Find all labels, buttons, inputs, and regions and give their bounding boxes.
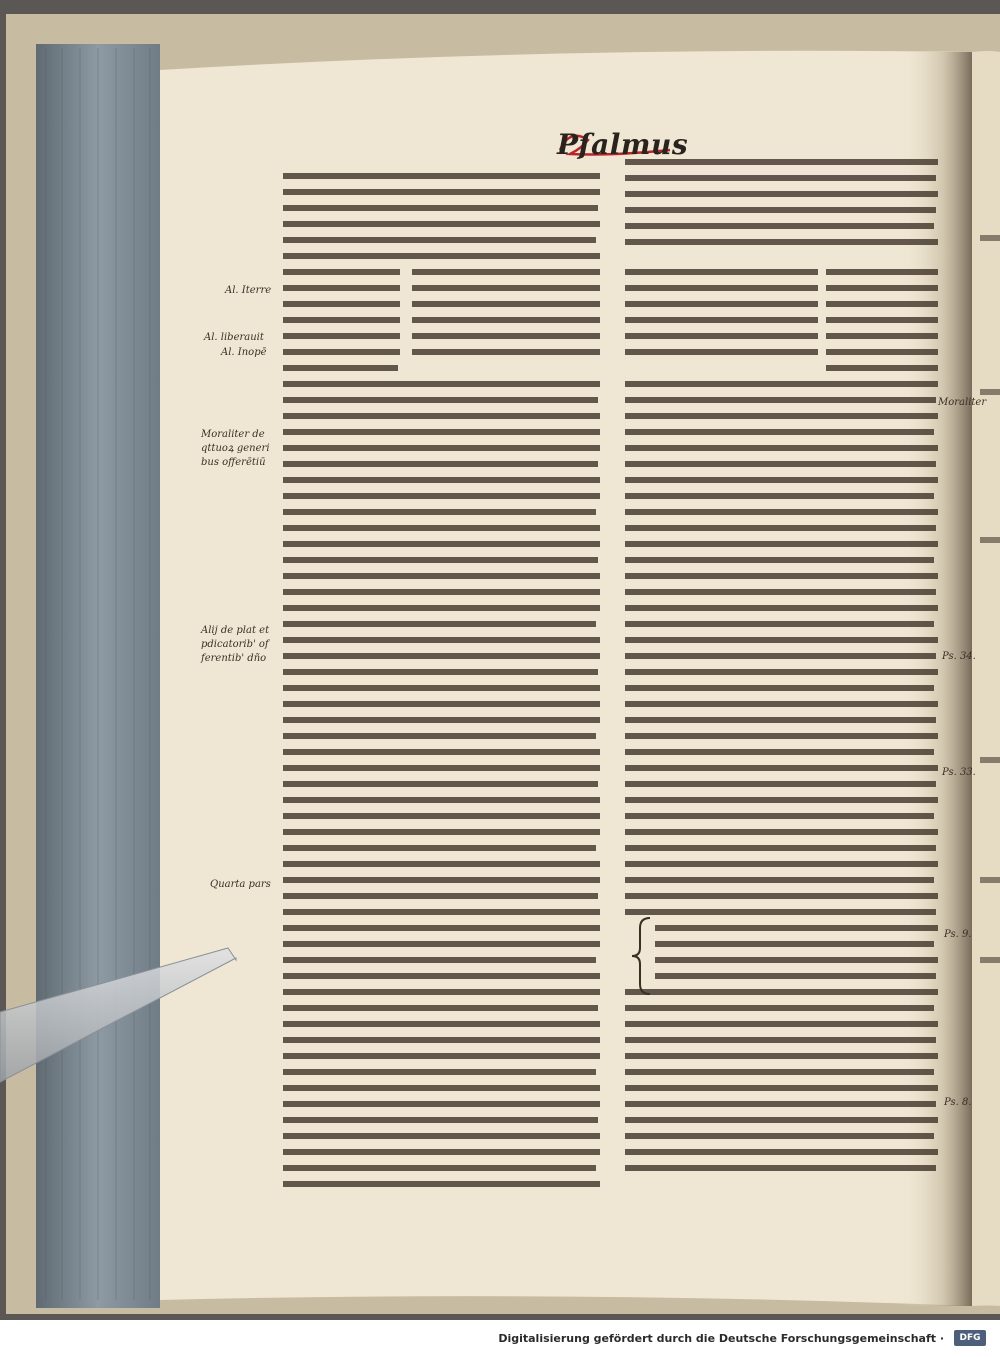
- marginal-note: Al. liberauit: [204, 332, 264, 343]
- marginal-note: Ps. 8.: [944, 1097, 972, 1108]
- funding-credit: Digitalisierung gefördert durch die Deutsche Forschungsgemeinschaft ·: [498, 1332, 944, 1345]
- page-title: Pſalmus: [557, 128, 689, 161]
- marginal-note: Quarta pars: [210, 879, 271, 890]
- marginal-note: Moraliter: [938, 397, 987, 408]
- marginal-note: Ps. 9.: [944, 929, 972, 940]
- marginal-note: ferentib' dño: [201, 653, 267, 664]
- marginal-note: Ps. 34.: [942, 651, 976, 662]
- footer-bar: [0, 1320, 1000, 1357]
- marginal-note: Al. Iterre: [225, 285, 272, 296]
- marginal-note: Alij de plat et: [201, 625, 270, 636]
- fore-edge-page-lines: [46, 48, 150, 1300]
- dfg-logo: DFG: [954, 1330, 986, 1346]
- marginal-note: qttuoꝝ generi: [201, 443, 270, 454]
- marginal-note: Al. Inopē: [221, 347, 267, 358]
- marginal-note: bus offerētiū: [201, 457, 266, 468]
- marginal-note: pdicatorib' of: [201, 639, 269, 650]
- marginal-note: Moraliter de: [201, 429, 265, 440]
- marginal-note: Ps. 33.: [942, 767, 976, 778]
